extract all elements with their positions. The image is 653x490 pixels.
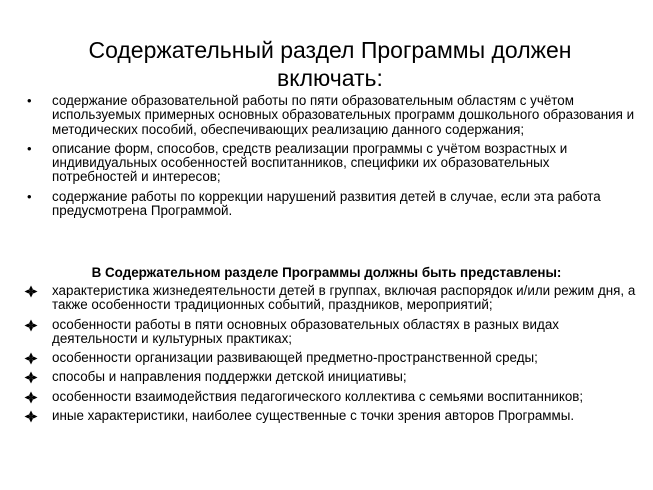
section-heading: В Содержательном разделе Программы должны быть представлены: [91,265,562,280]
list-item-text: описание форм, способов, средств реализации программы с учётом возрастных и индивидуальных особенностей воспитанников, специфики их образовательных потребностей и интересов; [52,140,568,185]
diamond-bullet-icon [24,391,38,404]
list-item-text: особенности организации развивающей предметно-пространственной среды; [52,350,538,366]
diamond-bullet-icon [24,319,38,332]
list-item-text: характеристика жизнедеятельности детей в группах, включая распорядок и/или режим дня, а также особенности традиционных событий, праздников, мероприятий; [52,283,636,313]
diamond-bullet-icon [24,285,38,298]
bullet-dot: • [27,188,32,204]
list-item [22,142,637,185]
list-item [22,409,637,423]
diamond-bullet-icon [24,371,38,384]
bullet-dot: • [27,140,32,156]
slide-title: Содержательный раздел Программы должен включать: [88,37,572,91]
list-item-text: способы и направления поддержки детской инициативы; [52,369,407,385]
list-item [22,190,637,219]
list-item [22,318,637,347]
list-item [22,284,637,313]
diamond-bullet-icon [24,410,38,423]
requirements-list [22,284,637,423]
list-item-text: содержание работы по коррекции нарушений развития детей в случае, если эта работа предусмотрена Программой. [52,188,601,219]
list-item-text: особенности взаимодействия педагогического коллектива с семьями воспитанников; [52,388,584,404]
diamond-bullet-icon [24,352,38,365]
list-item [22,94,637,137]
list-item-text: иные характеристики, наиболее существенные с точки зрения авторов Программы. [52,408,575,424]
list-item [22,390,637,404]
content-list [22,94,637,218]
bullet-dot: • [27,93,32,108]
list-item-text: содержание образовательной работы по пяти образовательным областям с учётом используемых примерных основных образовательных программ дошкольного образования и методических пособий, обеспечивающих реализацию данного содержания; [52,93,635,137]
list-item [22,370,637,384]
list-item [22,351,637,365]
list-item-text: особенности работы в пяти основных образовательных областях в разных видах деятельности и культурных практиках; [52,316,559,346]
